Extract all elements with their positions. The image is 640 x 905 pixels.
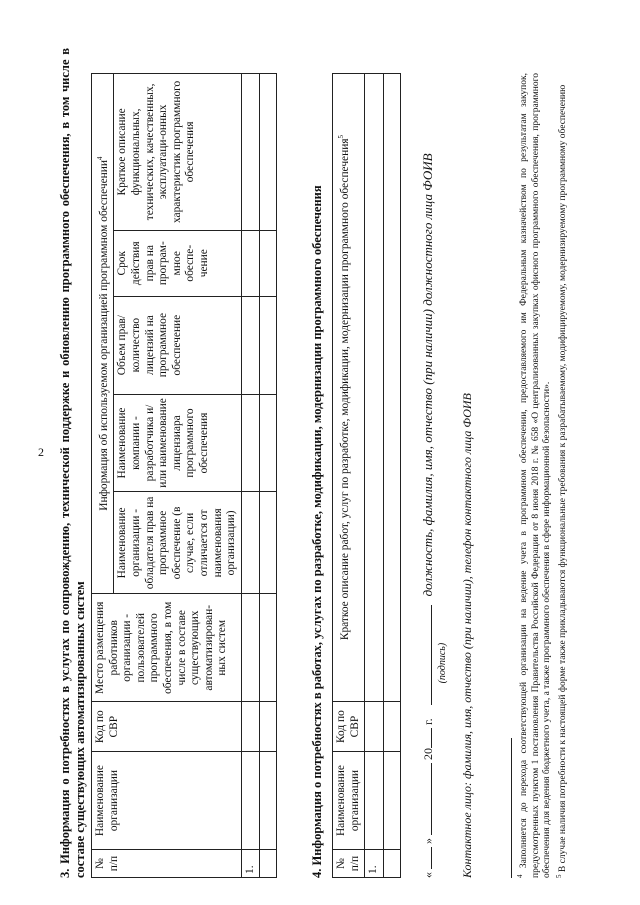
s3-col-rights-holder: Наименование организации - обладателя прав на программное обеспечение (в случае, если отличается от наименования организации) xyxy=(114,492,241,594)
s4-row-num: 1. xyxy=(365,850,384,878)
year-blank xyxy=(431,728,432,748)
footnote-4: $^4$ Заполняется до перехода соответствующей организации на ведение учета в программном обеспечении, предоставляемого им Федеральным казначейством по результатам закупок, предусмотренных пунктом 1 постановления Правительства Российской Федерации от 8 июня 2018 г. № 658 «О централизованных закупках офисного программного обеспечения, программного обеспечения для ведения бюджетного учета, а также программного обеспечения в сфере информационной безопасности». xyxy=(516,73,553,878)
s3-col-place: Место размещения работников организации - пользователей программного обеспечения, в том числе в составе существующих автоматизирован-ных систем xyxy=(92,594,242,702)
signature-blank xyxy=(431,605,432,705)
year-suffix: г. xyxy=(421,718,435,725)
footnote-separator xyxy=(511,738,512,878)
s3-col-term: Срок действия прав на програм-мное обеспе-чение xyxy=(114,230,241,296)
section3-heading: 3. Информация о потребностях в услугах по сопровождению, технической поддержке и обновлению программного обеспечения, в том числе в составе существующих автоматизированных систем xyxy=(58,48,87,878)
s4-cell xyxy=(383,752,400,850)
month-blank xyxy=(431,763,432,835)
s3-cell xyxy=(260,850,277,878)
s4-col-description: Краткое описание работ, услуг по разработке, модификации, модернизации программного обеспечения$^5$ xyxy=(333,74,365,702)
s3-col-num: № п/п xyxy=(92,850,242,878)
s3-cell xyxy=(260,296,277,394)
s4-cell xyxy=(365,752,384,850)
s4-cell xyxy=(365,702,384,752)
s4-col-num: № п/п xyxy=(333,850,365,878)
year-prefix: 20 xyxy=(421,748,435,760)
s3-cell xyxy=(260,230,277,296)
s4-cell xyxy=(383,850,400,878)
s3-cell xyxy=(241,74,260,231)
s3-col-developer: Наименование компании - разработчика и/или наименование лицензиара программного обеспечения xyxy=(114,394,241,492)
s3-cell xyxy=(241,394,260,492)
section3-table xyxy=(91,73,277,878)
s3-cell xyxy=(241,492,260,594)
section4-table xyxy=(332,73,401,878)
s3-cell xyxy=(260,74,277,231)
rotated-page-content xyxy=(58,48,633,878)
page-number: 2 xyxy=(38,445,44,459)
s3-col-description: Краткое описание функциональных, технических, качественных, эксплуатаци-онных характеристик программного обеспечения xyxy=(114,74,241,231)
day-blank xyxy=(431,847,432,869)
s3-row-num: 1. xyxy=(241,850,260,878)
s3-cell xyxy=(260,702,277,752)
quote-close: » xyxy=(421,838,435,844)
section4-heading: 4. Информация о потребностях в работах, услугах по разработке, модификации, модернизации программного обеспечения xyxy=(310,185,324,878)
signature-line xyxy=(420,73,448,878)
s3-col-org: Наименование организации xyxy=(92,752,242,850)
s3-col-svr: Код по СВР xyxy=(92,702,242,752)
position-name: должность, фамилия, имя, отчество (при наличии) должностного лица ФОИВ xyxy=(420,153,435,597)
s4-cell xyxy=(383,702,400,752)
signature-caption: (подпись) xyxy=(437,642,448,684)
quote-open: « xyxy=(421,872,435,878)
s3-cell xyxy=(260,492,277,594)
s3-col-volume: Объем прав/ количество лицензий на программное обеспечение xyxy=(114,296,241,394)
footnote-mark-4: 4 xyxy=(96,156,104,161)
contact-person: Контактное лицо: фамилия, имя, отчество (при наличии), телефон контактного лица ФОИВ xyxy=(460,393,474,878)
s3-cell xyxy=(241,752,260,850)
s3-cell xyxy=(260,394,277,492)
s4-col-svr: Код по СВР xyxy=(333,702,365,752)
signature-field xyxy=(421,605,448,705)
s3-cell xyxy=(260,594,277,702)
s3-cell xyxy=(241,594,260,702)
s4-cell xyxy=(383,74,400,702)
s4-cell xyxy=(365,74,384,702)
s3-group-header: Информация об используемом организацией программном обеспечении$^4$ xyxy=(92,74,114,594)
s3-cell xyxy=(241,230,260,296)
footnote-mark-5: 5 xyxy=(337,134,345,139)
s4-col-org: Наименование организации xyxy=(333,752,365,850)
s3-cell xyxy=(241,702,260,752)
footnotes xyxy=(515,73,569,878)
s3-cell xyxy=(260,752,277,850)
footnote-5: $^5$ В случае наличия потребности к настоящей форме также прикладываются функциональные требования к разрабатываемому, модифицируемому, модернизируемому программному обеспечению xyxy=(554,84,568,878)
s3-cell xyxy=(241,296,260,394)
